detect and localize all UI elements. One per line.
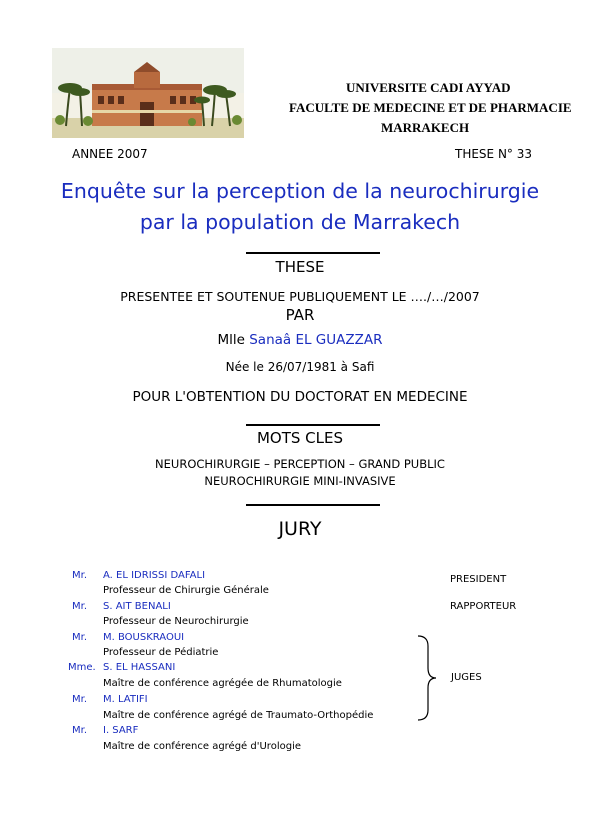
- keywords-line-1: NEUROCHIRURGIE – PERCEPTION – GRAND PUBLIC: [155, 457, 445, 471]
- academic-year: ANNEE 2007: [72, 147, 148, 161]
- member-name: A. EL IDRISSI DAFALI: [103, 570, 206, 581]
- role-judges: JUGES: [451, 672, 482, 683]
- member-description: Professeur de Chirurgie Générale: [103, 585, 269, 596]
- divider: [246, 252, 380, 254]
- thesis-heading: THESE: [275, 258, 325, 276]
- thesis-title: [0, 176, 600, 238]
- divider: [246, 424, 380, 426]
- author-line: [0, 332, 600, 348]
- member-description: Maître de conférence agrégé d'Urologie: [103, 741, 301, 752]
- role-rapporteur: RAPPORTEUR: [450, 601, 517, 612]
- divider: [246, 504, 380, 506]
- member-title: Mr.: [72, 694, 87, 705]
- faculty-name: FACULTE DE MEDECINE ET DE PHARMACIE: [289, 100, 572, 115]
- member-title: Mr.: [72, 725, 87, 736]
- city-name: MARRAKECH: [381, 120, 470, 135]
- degree-purpose: POUR L'OBTENTION DU DOCTORAT EN MEDECINE: [132, 389, 468, 405]
- member-name: I. SARF: [103, 725, 139, 736]
- judges-brace-icon: [414, 634, 440, 722]
- member-title: Mr.: [72, 570, 87, 581]
- member-title: Mme.: [68, 662, 96, 673]
- member-name: M. LATIFI: [103, 694, 148, 705]
- keywords-line-2: NEUROCHIRURGIE MINI-INVASIVE: [204, 474, 396, 488]
- member-description: Professeur de Neurochirurgie: [103, 616, 249, 627]
- member-name: M. BOUSKRAOUI: [103, 632, 185, 643]
- jury-heading: JURY: [278, 518, 322, 540]
- member-description: Maître de conférence agrégé de Traumato-Orthopédie: [103, 710, 374, 721]
- faculty-logo-image: [52, 48, 244, 138]
- member-description: Maître de conférence agrégée de Rhumatologie: [103, 678, 342, 689]
- member-name: S. AIT BENALI: [103, 601, 171, 612]
- thesis-title-line-2: par la population de Marrakech: [139, 210, 461, 234]
- author-prefix: Mlle: [217, 332, 245, 348]
- thesis-title-line-1: Enquête sur la perception de la neurochirurgie: [60, 179, 540, 203]
- member-description: Professeur de Pédiatrie: [103, 647, 219, 658]
- author-name: Sanaâ EL GUAZZAR: [249, 332, 383, 348]
- thesis-number: THESE N° 33: [455, 147, 533, 161]
- by-label: PAR: [285, 306, 315, 324]
- university-name: UNIVERSITE CADI AYYAD: [346, 80, 511, 95]
- member-title: Mr.: [72, 601, 87, 612]
- member-name: S. EL HASSANI: [103, 662, 176, 673]
- birth-info: Née le 26/07/1981 à Safi: [225, 360, 375, 374]
- member-title: Mr.: [72, 632, 87, 643]
- presentation-line: PRESENTEE ET SOUTENUE PUBLIQUEMENT LE …./…/2007: [120, 289, 480, 304]
- role-president: PRESIDENT: [450, 574, 507, 585]
- faculty-building-illustration: [52, 48, 244, 138]
- keywords-heading: MOTS CLES: [256, 429, 344, 447]
